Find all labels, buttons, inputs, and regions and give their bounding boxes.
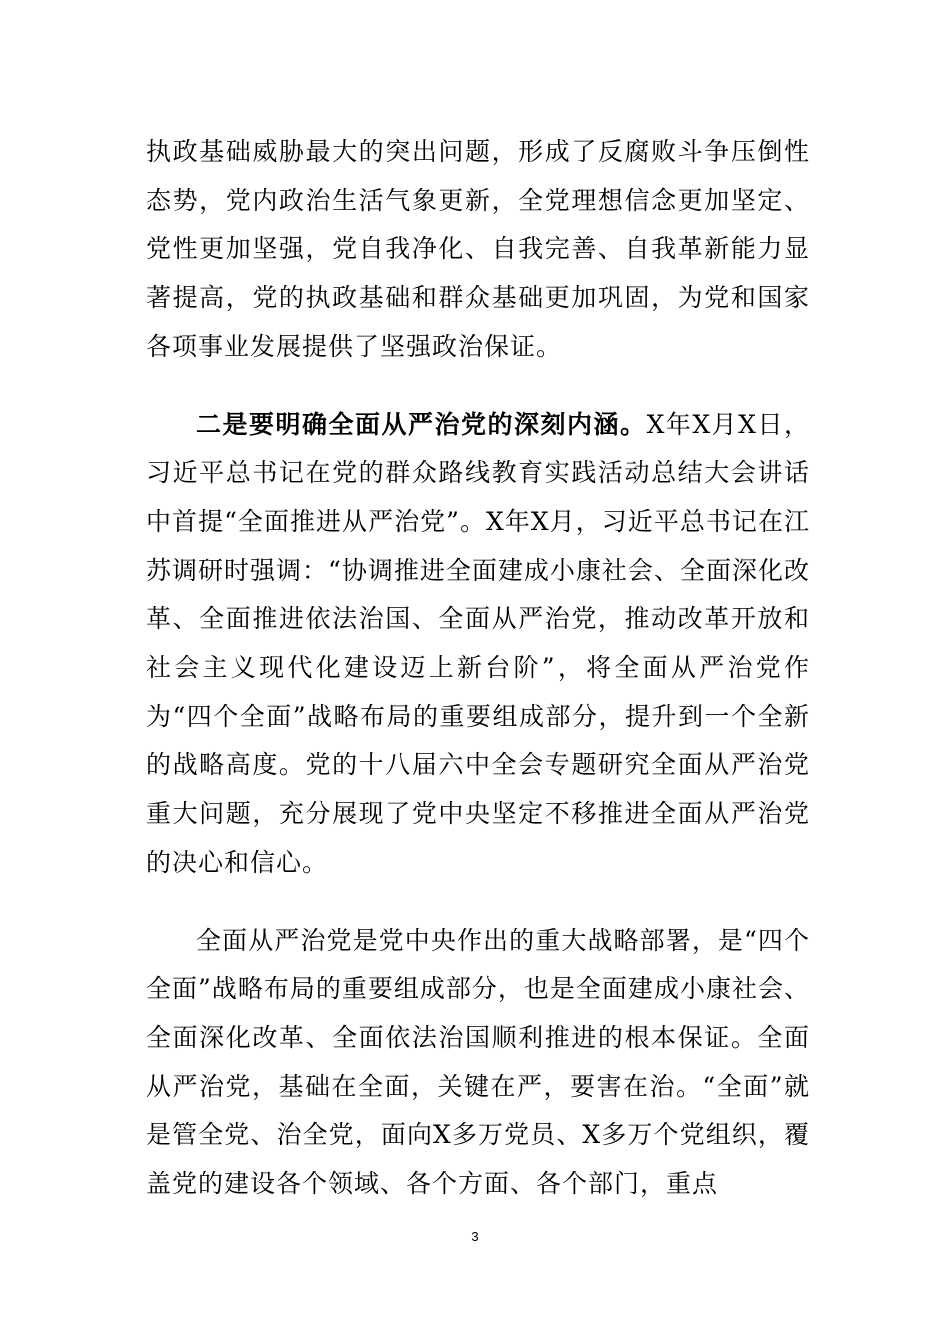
paragraph-2-lead-heading: 二是要明确全面从严治党的深刻内涵。 bbox=[196, 409, 647, 439]
paragraph-1-text: 执政基础威胁最大的突出问题，形成了反腐败斗争压倒性态势，党内政治生活气象更新，全党理想信念更加坚定、党性更加坚强，党自我净化、自我完善、自我革新能力显著提高，党的执政基础和群众基础更加巩固，为党和国家各项事业发展提供了坚强政治保证。 bbox=[146, 137, 810, 361]
paragraph-1 bbox=[146, 128, 810, 372]
paragraph-3 bbox=[146, 917, 810, 1209]
document-body bbox=[146, 128, 810, 1209]
paragraph-2-text: X年X月X日，习近平总书记在党的群众路线教育实践活动总结大会讲话中首提“全面推进从严治党”。X年X月，习近平总书记在江苏调研时强调：“协调推进全面建成小康社会、全面深化改革、全面推进依法治国、全面从严治党，推动改革开放和社会主义现代化建设迈上新台阶”，将全面从严治党作为“四个全面”战略布局的重要组成部分，提升到一个全新的战略高度。党的十八届六中全会专题研究全面从严治党重大问题，充分展现了党中央坚定不移推进全面从严治党的决心和信心。 bbox=[146, 409, 810, 877]
paragraph-3-text: 全面从严治党是党中央作出的重大战略部署，是“四个全面”战略布局的重要组成部分，也是全面建成小康社会、全面深化改革、全面依法治国顺利推进的根本保证。全面从严治党，基础在全面，关键在严，要害在治。“全面”就是管全党、治全党，面向X多万党员、X多万个党组织，覆盖党的建设各个领域、各个方面、各个部门，重点 bbox=[146, 925, 810, 1199]
page-number: 3 bbox=[471, 1229, 479, 1244]
paragraph-2 bbox=[146, 401, 810, 888]
